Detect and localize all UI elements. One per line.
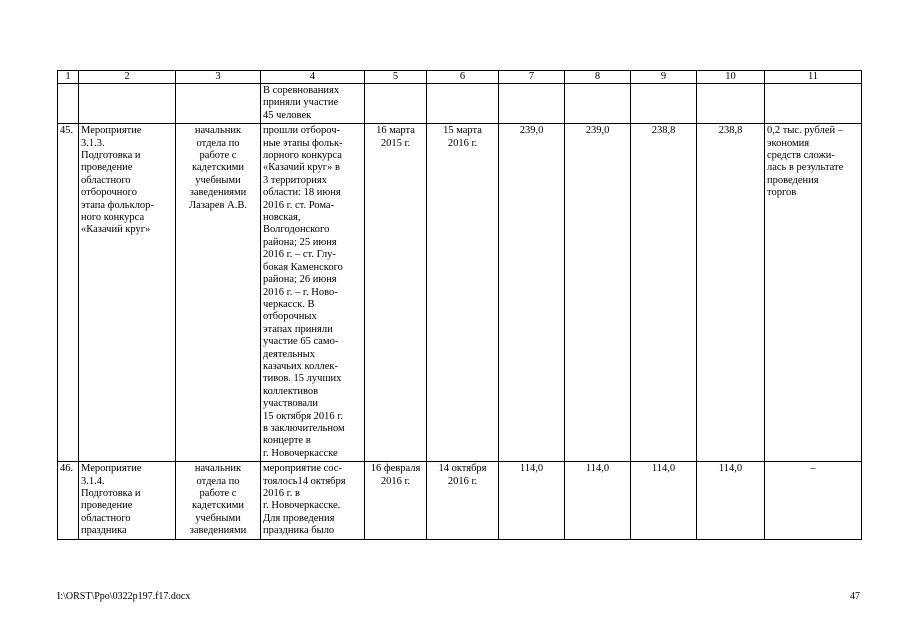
header-cell-5: 5 xyxy=(365,71,427,84)
value-cell-8: 239,0 xyxy=(565,124,631,462)
header-cell-3: 3 xyxy=(176,71,261,84)
column-number-row xyxy=(58,71,862,84)
value-cell-10: 114,0 xyxy=(697,462,765,539)
header-cell-8: 8 xyxy=(565,71,631,84)
event-cell: Мероприятие 3.1.3. Подготовка и проведение областного отборочного этапа фольклор- ного конкурса «Казачий круг» xyxy=(79,124,176,462)
table-row xyxy=(58,462,862,539)
header-cell-7: 7 xyxy=(499,71,565,84)
header-cell-11: 11 xyxy=(765,71,862,84)
value-cell-8: 114,0 xyxy=(565,462,631,539)
value-cell-9: 114,0 xyxy=(631,462,697,539)
result-cell: мероприятие сос- тоялось14 октября 2016 г. в г. Новочеркасске. Для проведения праздника было xyxy=(261,462,365,539)
header-cell-9: 9 xyxy=(631,71,697,84)
header-cell-4: 4 xyxy=(261,71,365,84)
header-cell-2: 2 xyxy=(79,71,176,84)
value-cell-7: 114,0 xyxy=(499,462,565,539)
header-cell-10: 10 xyxy=(697,71,765,84)
fact-date-cell: 15 марта 2016 г. xyxy=(427,124,499,462)
responsible-cell: начальник отдела по работе с кадетскими учебными заведениями Лазарев А.В. xyxy=(176,124,261,462)
page-number: 47 xyxy=(850,591,860,602)
value-cell-9: 238,8 xyxy=(631,124,697,462)
row-number-cell: 46. xyxy=(58,462,79,539)
responsible-cell: начальник отдела по работе с кадетскими учебными заведениями xyxy=(176,462,261,539)
row-number-cell: 45. xyxy=(58,124,79,462)
plan-date-cell: 16 марта 2015 г. xyxy=(365,124,427,462)
note-cell: 0,2 тыс. рублей – экономия средств сложи- лась в результате проведения торгов xyxy=(765,124,862,462)
table-row xyxy=(58,124,862,462)
continuation-row xyxy=(58,84,862,124)
header-cell-6: 6 xyxy=(427,71,499,84)
report-table xyxy=(57,70,862,540)
note-cell: – xyxy=(765,462,862,539)
value-cell-7: 239,0 xyxy=(499,124,565,462)
event-cell: Мероприятие 3.1.4. Подготовка и проведение областного праздника xyxy=(79,462,176,539)
fact-date-cell: 14 октября 2016 г. xyxy=(427,462,499,539)
file-path-footer: I:\ORST\Ppo\0322p197.f17.docx xyxy=(57,591,191,602)
header-cell-1: 1 xyxy=(58,71,79,84)
result-cell: прошли отбороч- ные этапы фольк- лорного конкурса «Казачий круг» в 3 территориях области: 18 июня 2016 г. ст. Рома- новская, Волгодонского района; 25 июня 2016 г. – ст. Глу- бокая Каменского района; 26 июня 2016 г. – г. Ново- черкасск. В отборочных этапах приняли участие 65 само- деятельных казачьих коллек- тивов. 15 лучших коллективов участвовали 15 октября 2016 г. в заключительном концерте в г. Новочеркасске xyxy=(261,124,365,462)
plan-date-cell: 16 февраля 2016 г. xyxy=(365,462,427,539)
value-cell-10: 238,8 xyxy=(697,124,765,462)
continuation-result-cell: В соревнованиях приняли участие 45 человек xyxy=(261,84,365,124)
